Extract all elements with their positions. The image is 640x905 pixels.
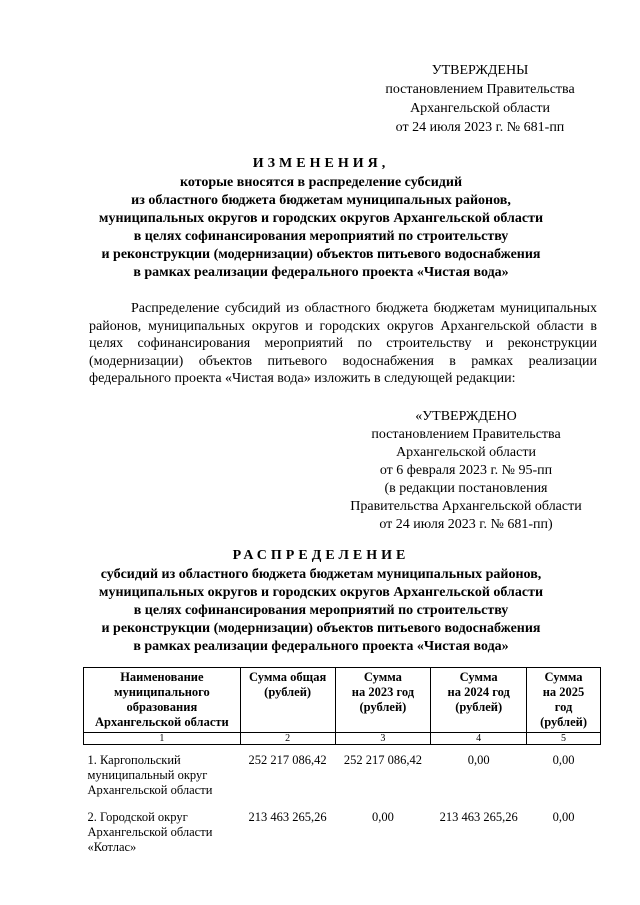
header-line: на 2023 год — [351, 685, 415, 699]
header-line: Наименование — [120, 670, 204, 684]
name-line: Архангельской области — [87, 825, 213, 839]
sum-2024: 0,00 — [467, 753, 490, 767]
name-line: «Котлас» — [87, 840, 137, 854]
header-total — [240, 668, 335, 733]
name-line: Архангельской области — [87, 783, 213, 797]
approval-line: УТВЕРЖДЕНЫ — [431, 63, 529, 78]
header-line: Сумма общая — [249, 670, 327, 684]
approval-line: Архангельской области — [410, 101, 550, 116]
distribution-table — [83, 667, 601, 855]
header-2023 — [335, 668, 431, 733]
header-2025 — [527, 668, 601, 733]
header-2024 — [431, 668, 527, 733]
header-line: (рублей) — [455, 700, 503, 714]
column-number: 2 — [240, 733, 335, 745]
subtitle-line: муниципальных округов и городских округов Архангельской области — [98, 211, 544, 226]
header-line: Сумма — [544, 670, 583, 684]
header-line: образования — [126, 700, 198, 714]
sum-2023: 0,00 — [371, 810, 394, 824]
table-header-row — [84, 668, 601, 733]
name-line: 2. Городской округ — [87, 810, 188, 824]
sum-2025: 0,00 — [552, 810, 575, 824]
distribution-subtitle — [60, 566, 582, 656]
body-paragraph: Распределение субсидий из областного бюджета бюджетам муниципальных районов, муниципальных округов и городских округов Архангельской области в целях софинансирования мероприятий по строительству и реконструкции (модернизации) объектов питьевого водоснабжения в рамках реализации федерального проекта «Чистая вода» изложить в следующей редакции: — [89, 301, 597, 386]
name-line: муниципальный округ — [87, 768, 208, 782]
header-line: муниципального — [113, 685, 210, 699]
approval-line: от 24 июля 2023 г. № 681-пп) — [379, 517, 553, 532]
column-number-row — [84, 733, 601, 745]
approval-line: Архангельской области — [396, 445, 536, 460]
distribution-title: РАСПРЕДЕЛЕНИЕ — [232, 548, 410, 563]
changes-title: ИЗМЕНЕНИЯ, — [252, 156, 390, 171]
header-name — [84, 668, 241, 733]
approval-line: от 6 февраля 2023 г. № 95-пп — [379, 463, 553, 478]
column-number: 5 — [527, 733, 601, 745]
header-line: год — [554, 700, 573, 714]
subtitle-line: муниципальных округов и городских округов Архангельской области — [98, 585, 544, 600]
approval-block-2 — [332, 408, 600, 534]
municipality-name — [84, 753, 241, 798]
header-line: Сумма — [363, 670, 402, 684]
header-line: (рублей) — [359, 700, 407, 714]
table-row — [84, 753, 601, 798]
approval-line: (в редакции постановления — [384, 481, 548, 496]
sum-2025: 0,00 — [552, 753, 575, 767]
municipality-name — [84, 810, 241, 855]
subtitle-line: из областного бюджета бюджетам муниципальных районов, — [131, 193, 511, 208]
sum-2023: 252 217 086,42 — [343, 753, 422, 767]
sum-total: 252 217 086,42 — [248, 753, 327, 767]
subtitle-line: и реконструкции (модернизации) объектов питьевого водоснабжения — [101, 247, 541, 262]
subtitle-line: в рамках реализации федерального проекта «Чистая вода» — [133, 265, 509, 280]
approval-line: от 24 июля 2023 г. № 681-пп — [395, 120, 565, 135]
approval-line: постановлением Правительства — [385, 82, 575, 97]
subtitle-line: и реконструкции (модернизации) объектов питьевого водоснабжения — [101, 621, 541, 636]
approval-line: Правительства Архангельской области — [350, 499, 582, 514]
subtitle-line: в целях софинансирования мероприятий по строительству — [133, 229, 509, 244]
sum-2024: 213 463 265,26 — [439, 810, 518, 824]
subtitle-line: в рамках реализации федерального проекта «Чистая вода» — [133, 639, 509, 654]
header-line: на 2024 год — [447, 685, 510, 699]
header-line: (рублей) — [540, 715, 587, 729]
name-line: 1. Каргопольский — [87, 753, 181, 767]
column-number: 3 — [335, 733, 431, 745]
subtitle-line: которые вносятся в распределение субсидий — [179, 175, 463, 190]
changes-subtitle — [60, 174, 582, 282]
subtitle-line: субсидий из областного бюджета бюджетам муниципальных районов, — [100, 567, 542, 582]
approval-line: «УТВЕРЖДЕНО — [415, 409, 517, 424]
column-number: 4 — [431, 733, 527, 745]
header-line: на 2025 — [542, 685, 585, 699]
subtitle-line: в целях софинансирования мероприятий по строительству — [133, 603, 509, 618]
header-line: (рублей) — [264, 685, 312, 699]
sum-total: 213 463 265,26 — [248, 810, 327, 824]
header-line: Сумма — [459, 670, 498, 684]
header-line: Архангельской области — [95, 715, 229, 729]
approval-line: постановлением Правительства — [371, 427, 561, 442]
column-number: 1 — [84, 733, 241, 745]
table-row — [84, 810, 601, 855]
approval-block — [360, 61, 600, 137]
